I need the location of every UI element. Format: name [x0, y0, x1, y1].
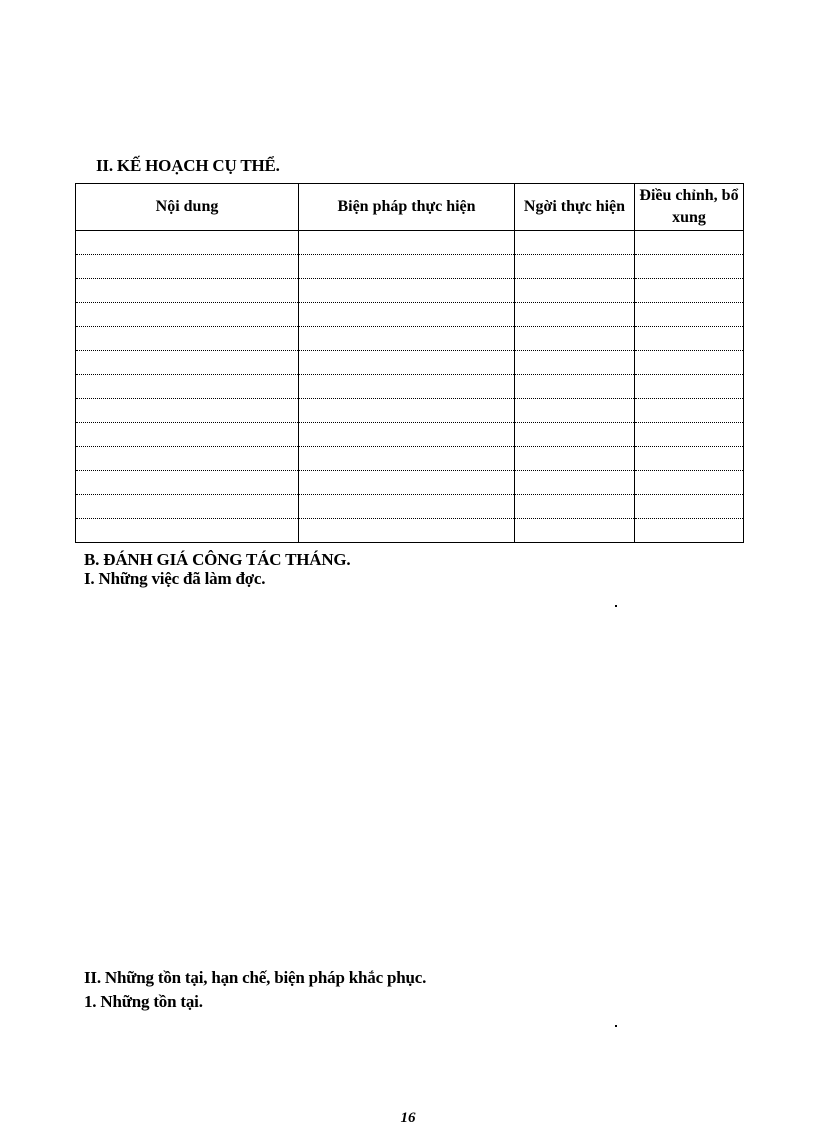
table-cell: [76, 519, 299, 543]
table-cell: [76, 375, 299, 399]
completed-work-title: I. Những việc đã làm đợc.: [84, 569, 266, 588]
table-cell: [515, 447, 635, 471]
table-cell: [299, 495, 515, 519]
table-cell: [635, 279, 744, 303]
table-cell: [76, 495, 299, 519]
table-cell: [515, 375, 635, 399]
plan-section-title: II. KẾ HOẠCH CỤ THỂ.: [96, 156, 280, 175]
table-cell: [515, 255, 635, 279]
table-row: [76, 351, 744, 375]
table-cell: [76, 423, 299, 447]
table-row: [76, 399, 744, 423]
table-cell: [76, 279, 299, 303]
table-cell: [76, 255, 299, 279]
table-row: [76, 423, 744, 447]
table-cell: [76, 471, 299, 495]
table-cell: [299, 327, 515, 351]
plan-table-body: [76, 231, 744, 543]
shortcomings-subtitle: 1. Những tồn tại.: [84, 992, 203, 1011]
stray-mark: [615, 605, 617, 607]
table-cell: [299, 375, 515, 399]
table-cell: [299, 447, 515, 471]
table-row: [76, 519, 744, 543]
table-cell: [299, 351, 515, 375]
header-noi-dung: Nội dung: [76, 184, 299, 231]
table-cell: [635, 231, 744, 255]
table-cell: [635, 375, 744, 399]
table-cell: [76, 447, 299, 471]
table-row: [76, 471, 744, 495]
shortcomings-section-title: II. Những tồn tại, hạn chế, biện pháp khắc phục.: [84, 968, 427, 987]
table-cell: [635, 471, 744, 495]
table-cell: [515, 471, 635, 495]
table-cell: [299, 303, 515, 327]
table-cell: [299, 279, 515, 303]
table-cell: [299, 231, 515, 255]
table-cell: [76, 399, 299, 423]
table-row: [76, 447, 744, 471]
table-cell: [515, 231, 635, 255]
table-cell: [515, 399, 635, 423]
table-row: [76, 375, 744, 399]
table-cell: [299, 255, 515, 279]
table-row: [76, 231, 744, 255]
table-cell: [635, 255, 744, 279]
table-row: [76, 303, 744, 327]
header-dieu-chinh: Điều chỉnh, bổ xung: [635, 184, 744, 231]
table-cell: [515, 327, 635, 351]
table-cell: [635, 447, 744, 471]
table-cell: [635, 327, 744, 351]
table-cell: [635, 351, 744, 375]
table-row: [76, 255, 744, 279]
table-cell: [299, 471, 515, 495]
table-cell: [515, 303, 635, 327]
table-cell: [635, 423, 744, 447]
table-cell: [76, 327, 299, 351]
table-row: [76, 495, 744, 519]
header-bien-phap: Biện pháp thực hiện: [299, 184, 515, 231]
stray-mark: [615, 1025, 617, 1027]
table-cell: [299, 519, 515, 543]
table-cell: [299, 423, 515, 447]
table-cell: [76, 351, 299, 375]
table-cell: [515, 519, 635, 543]
table-cell: [515, 423, 635, 447]
plan-table-header-row: [76, 184, 744, 231]
table-cell: [635, 399, 744, 423]
header-nguoi-thuc-hien: Ngời thực hiện: [515, 184, 635, 231]
plan-table: [75, 183, 744, 543]
table-cell: [515, 351, 635, 375]
table-row: [76, 279, 744, 303]
table-row: [76, 327, 744, 351]
table-cell: [635, 303, 744, 327]
table-cell: [76, 231, 299, 255]
page-number: 16: [400, 1110, 416, 1126]
table-cell: [515, 279, 635, 303]
table-cell: [76, 303, 299, 327]
table-cell: [635, 495, 744, 519]
table-cell: [299, 399, 515, 423]
evaluation-section-title: B. ĐÁNH GIÁ CÔNG TÁC THÁNG.: [84, 550, 351, 569]
table-cell: [515, 495, 635, 519]
table-cell: [635, 519, 744, 543]
